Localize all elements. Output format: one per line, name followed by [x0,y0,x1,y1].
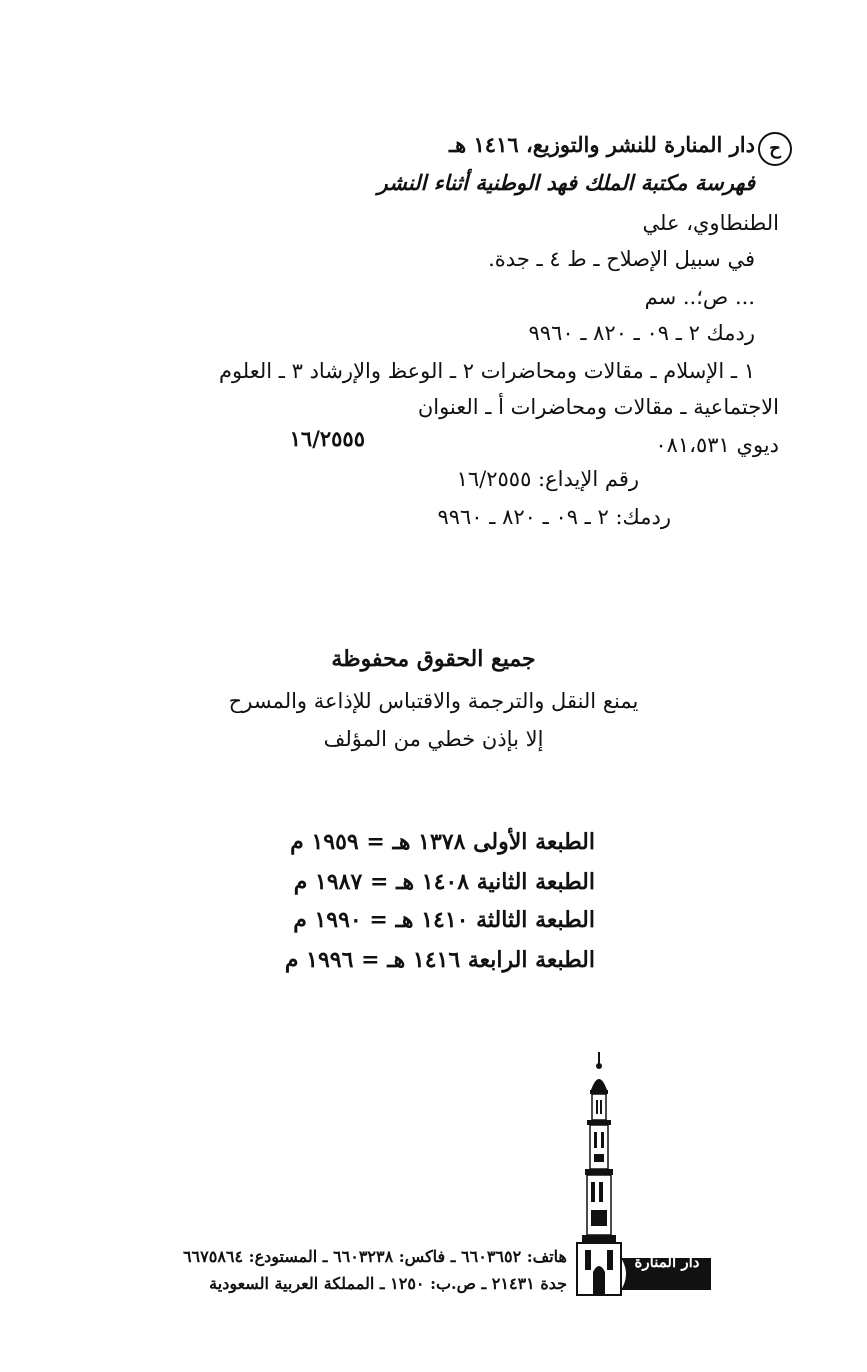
contact-line: هاتف: ٦٦٠٣٦٥٢ ـ فاكس: ٦٦٠٣٢٣٨ ـ المستودع: ٦٦٧٥٨٦٤ [182,1247,567,1266]
author-line: الطنطاوي، علي [642,211,779,235]
rights-heading: جميع الحقوق محفوظة [331,646,536,672]
edition-2: الطبعة الثانية ١٤٠٨ هـ = ١٩٨٧ م [293,869,595,895]
subjects-line-2: الاجتماعية ـ مقالات ومحاضرات أ ـ العنوان [417,395,779,419]
edition-4: الطبعة الرابعة ١٤١٦ هـ = ١٩٩٦ م [284,947,595,973]
logo-text: دار المنارة [634,1253,700,1271]
rights-line-2: إلا بإذن خطي من المؤلف [323,727,544,751]
isbn-line-2: ردمك: ٢ ـ ٠٩ ـ ٨٢٠ ـ ٩٩٦٠ [437,505,671,529]
subjects-line-1: ١ ـ الإسلام ـ مقالات ومحاضرات ٢ ـ الوعظ والإرشاد ٣ ـ العلوم [218,359,755,383]
address-line: جدة ٢١٤٣١ ـ ص.ب: ١٢٥٠ ـ المملكة العربية السعودية [209,1274,567,1293]
deposit-side: ١٦/٢٥٥٥ [289,426,365,451]
pages-line: ... ص؛.. سم [644,285,755,309]
edition-1: الطبعة الأولى ١٣٧٨ هـ = ١٩٥٩ م [290,829,595,855]
rights-line-1: يمنع النقل والترجمة والاقتباس للإذاعة والمسرح [228,689,639,713]
deposit-line: رقم الإيداع: ١٦/٢٥٥٥ [456,467,639,491]
dewey-line: ديوي ٠٨١،٥٣١ [655,433,779,457]
isbn-line: ردمك ٢ ـ ٠٩ ـ ٨٢٠ ـ ٩٩٦٠ [528,321,755,345]
edition-3: الطبعة الثالثة ١٤١٠ هـ = ١٩٩٠ م [293,907,595,933]
cip-heading: فهرسة مكتبة الملك فهد الوطنية أثناء النشر [377,170,755,195]
publisher-line: دار المنارة للنشر والتوزيع، ١٤١٦ هـ [448,132,755,157]
copyright-symbol: ح [758,132,792,166]
title-line: في سبيل الإصلاح ـ ط ٤ ـ جدة. [488,247,755,271]
